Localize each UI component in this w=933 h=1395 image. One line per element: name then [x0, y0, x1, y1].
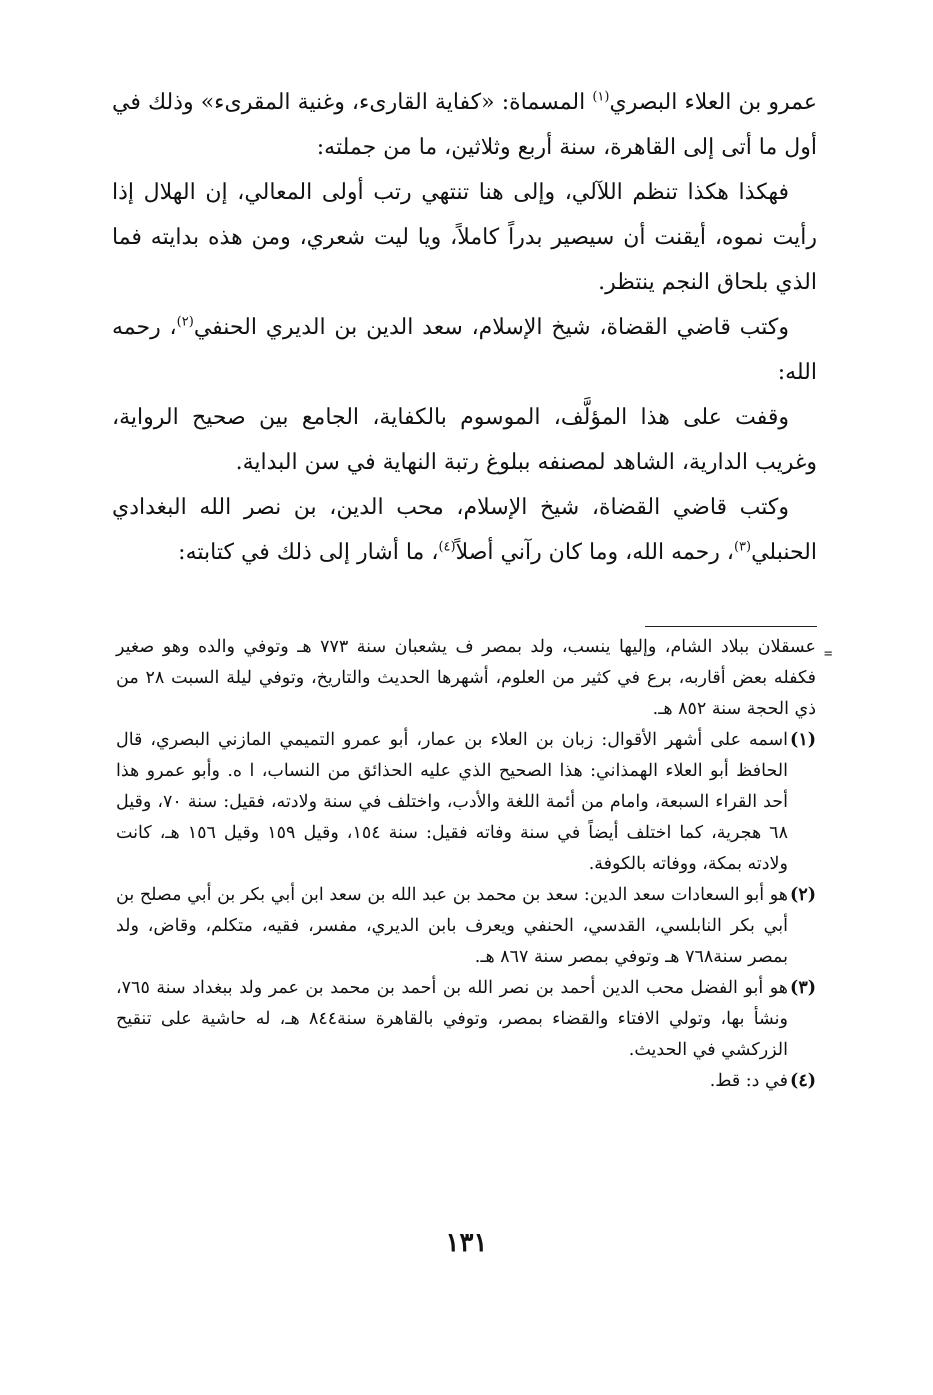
- footnote-continuation: عسقلان ببلاد الشام، وإليها ينسب، ولد بمصر ف يشعبان سنة ٧٧٣ هـ وتوفي والده وهو صغير فكفله بعض أقاربه، برع في كثير من العلوم، أشهرها الحديث والتاريخ، وتوفي ليلة السبت ٢٨ من ذي الحجة سنة ٨٥٢ هـ.: [116, 637, 816, 719]
- footnote-text: هو أبو السعادات سعد الدين: سعد بن محمد بن عبد الله بن سعد ابن أبي بكر بن أبي مصلح بن أبي بكر النابلسي، القدسي، الحنفي ويعرف بابن الديري، مفسر، فقيه، متكلم، وقاض، ولد بمصر سنة٧٦٨ هـ وتوفي بمصر سنة ٨٦٧ هـ.: [116, 885, 788, 967]
- footnote-number: (٣): [790, 978, 816, 998]
- paragraph-5: وكتب قاضي القضاة، شيخ الإسلام، محب الدين، بن نصر الله البغدادي الحنبلي$^{(٣)}$، رحمه الله، وما كان رآني أصلاً$^{(٤)}$، ما أشار إلى ذلك في كتابته:: [112, 495, 817, 565]
- footnote-4: [116, 1066, 816, 1097]
- footnote-1: [116, 725, 816, 880]
- footnote-ref-4: (٤): [438, 539, 456, 555]
- footnote-number: (٤): [790, 1071, 816, 1091]
- footnote-text: اسمه على أشهر الأقوال: زبان بن العلاء بن عمار، أبو عمرو التميمي المازني البصري، قال الحافظ أبو العلاء الهمذاني: هذا الصحيح الذي عليه الحذائق من النساب، ا ه. وأبو عمرو هذا أحد القراء السبعة، وامام من أئمة اللغة والأدب، واختلف في سنة ولادته، فقيل: سنة ٧٠، وقيل ٦٨ هجرية، كما اختلف أيضاً في سنة وفاته فقيل: سنة ١٥٤، وقيل ١٥٩ وقيل ١٥٦ هـ، كانت ولادته بمكة، ووفاته بالكوفة.: [116, 730, 788, 874]
- page-number: ١٣١: [445, 1228, 488, 1258]
- paragraph-2: فهكذا هكذا تنظم اللآلي، وإلى هنا تنتهي رتب أولى المعالي، إن الهلال إذا رأيت نموه، أيقنت أن سيصير بدراً كاملاً، ويا ليت شعري، ومن هذه بدايته فما الذي بلحاق النجم ينتظر.: [112, 180, 817, 295]
- paragraph-3: وكتب قاضي القضاة، شيخ الإسلام، سعد الدين بن الديري الحنفي$^{(٢)}$، رحمه الله:: [112, 314, 817, 385]
- footnote-ref-2: (٢): [176, 314, 194, 330]
- main-text: [112, 80, 817, 575]
- footnotes: [116, 626, 816, 1097]
- paragraph-1: عمرو بن العلاء البصري$^{(١)}$ المسماة: «كفاية القارىء، وغنية المقرىء» وذلك في أول ما أتى إلى القاهرة، سنة أربع وثلاثين، ما من جملته:: [112, 89, 818, 160]
- footnote-ref-1: (١): [592, 89, 610, 105]
- footnote-number: (١): [790, 730, 816, 750]
- footnote-2: [116, 880, 816, 973]
- footnote-number: (٢): [790, 885, 816, 905]
- footnote-text: هو أبو الفضل محب الدين أحمد بن نصر الله بن أحمد بن محمد بن عمر ولد ببغداد سنة ٧٦٥، ونشأ بها، وتولي الافتاء والقضاء بمصر، وتوفي بالقاهرة سنة٨٤٤ هـ، له حاشية على تنقيح الزركشي في الحديث.: [116, 978, 788, 1060]
- footnote-ref-3: (٣): [733, 539, 752, 555]
- continuation-mark: =: [824, 646, 833, 662]
- footnote-text: في د: قط.: [709, 1071, 788, 1091]
- footnote-3: [116, 973, 816, 1066]
- paragraph-4: وقفت على هذا المؤلَّف، الموسوم بالكفاية، الجامع بين صحيح الرواية، وغريب الدارية، الشاهد لمصنفه ببلوغ رتبة النهاية في سن البداية.: [112, 405, 817, 475]
